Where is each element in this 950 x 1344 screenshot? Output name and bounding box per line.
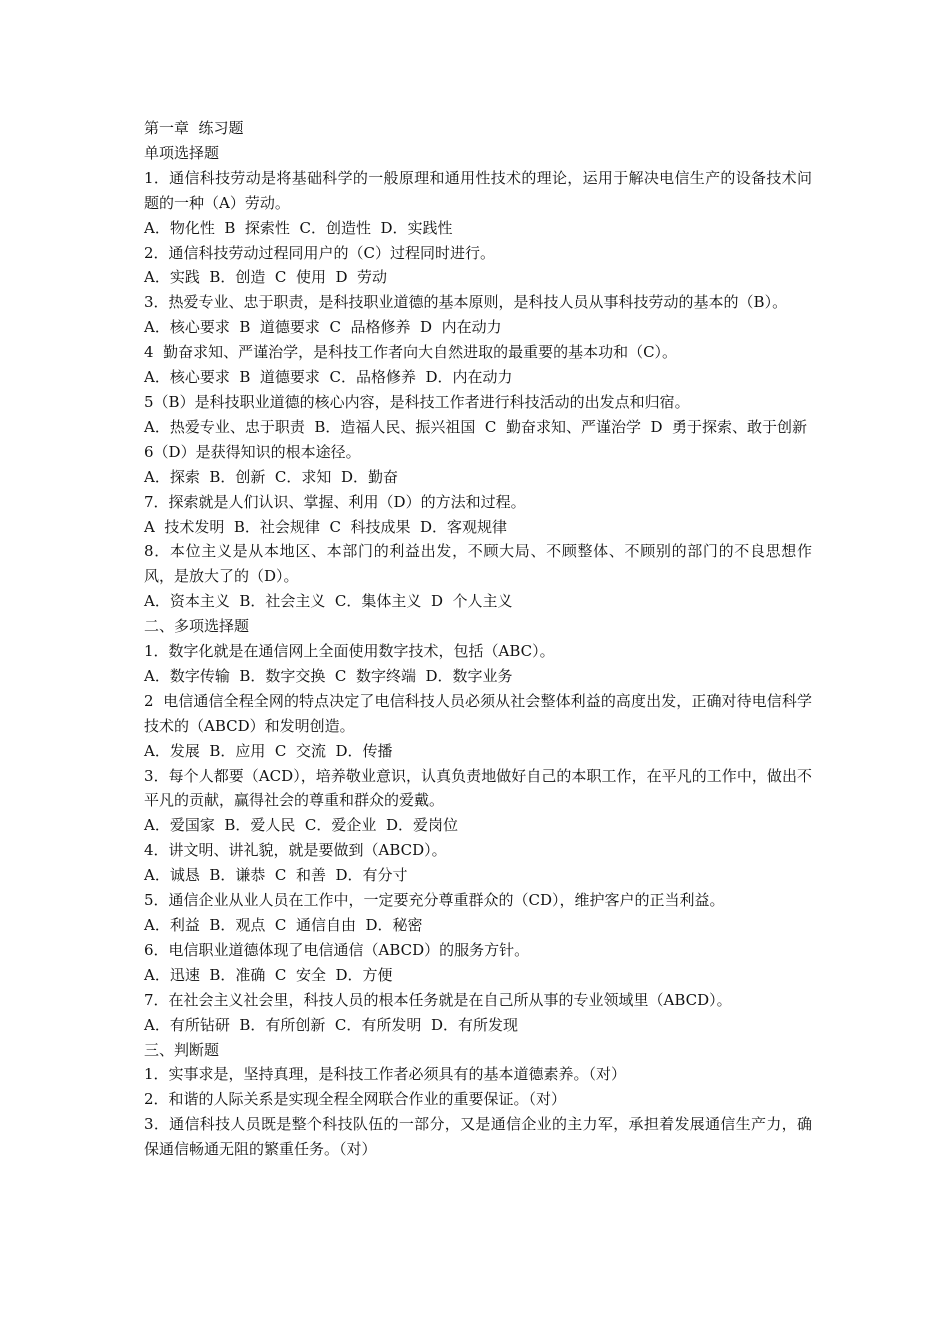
text-line: A．资本主义 B．社会主义 C．集体主义 D 个人主义 [144,592,513,611]
text-line: A．物化性 B 探索性 C．创造性 D．实践性 [144,218,453,237]
text-line: A．利益 B．观点 C 通信自由 D．秘密 [144,916,423,934]
text-line: 7．在社会主义社会里，科技人员的根本任务就是在自己所从事的专业领域里（ABCD）。 [144,990,732,1009]
text-line: 三、判断题 [144,1040,220,1059]
text-line: 3．通信科技人员既是整个科技队伍的一部分，又是通信企业的主力军，承担着发展通信生产力，确保通信畅通无阻的繁重任务。（对） [144,1115,812,1159]
text-line: A．核心要求 B 道德要求 C．品格修养 D．内在动力 [144,368,513,387]
text-line: 2．通信科技劳动过程同用户的（C）过程同时进行。 [144,243,496,262]
text-line: 6（D）是获得知识的根本途径。 [144,442,361,461]
text-line: A 技术发明 B．社会规律 C 科技成果 D．客观规律 [144,517,508,536]
text-line: A．核心要求 B 道德要求 C 品格修养 D 内在动力 [144,318,502,337]
text-line: 1．通信科技劳动是将基础科学的一般原理和通用性技术的理论，运用于解决电信生产的设备技术问题的一种（A）劳动。 [144,168,812,212]
text-line: A．爱国家 B．爱人民 C．爱企业 D．爱岗位 [144,816,458,835]
text-line: 5（B）是科技职业道德的核心内容，是科技工作者进行科技活动的出发点和归宿。 [144,392,690,411]
text-line: A．实践 B．创造 C 使用 D 劳动 [144,268,388,287]
text-line: 5．通信企业从业人员在工作中，一定要充分尊重群众的（CD），维护客户的正当利益。 [144,891,725,910]
text-line: 3．热爱专业、忠于职责，是科技职业道德的基本原则，是科技人员从事科技劳动的基本的（B）。 [144,293,788,312]
text-line: A．数字传输 B．数字交换 C 数字终端 D．数字业务 [144,666,513,685]
text-line: A．探索 B．创新 C．求知 D．勤奋 [144,467,398,486]
text-line: A．迅速 B．准确 C 安全 D．方便 [144,965,393,984]
text-line: 8．本位主义是从本地区、本部门的利益出发，不顾大局、不顾整体、不顾别的部门的不良思想作风，是放大了的（D）。 [144,542,812,586]
text-line: 二、多项选择题 [144,617,250,636]
text-line: 6．电信职业道德体现了电信通信（ABCD）的服务方针。 [144,940,530,959]
text-line: A．有所钻研 B．有所创新 C．有所发明 D．有所发现 [144,1015,518,1034]
text-line: 4 勤奋求知、严谨治学，是科技工作者向大自然进取的最重要的基本功和（C）。 [144,343,678,362]
text-line: 第一章 练习题 [144,119,244,137]
text-line: A．诚恳 B．谦恭 C 和善 D．有分寸 [144,866,408,885]
document-body [144,116,812,1162]
text-line: 单项选择题 [144,143,220,162]
text-line: 4．讲文明、讲礼貌，就是要做到（ABCD）。 [144,841,447,860]
text-line: 7．探索就是人们认识、掌握、利用（D）的方法和过程。 [144,492,526,511]
text-line: 1．实事求是，坚持真理，是科技工作者必须具有的基本道德素养。（对） [144,1065,627,1084]
text-line: A．热爱专业、忠于职责 B．造福人民、振兴祖国 C 勤奋求知、严谨治学 D 勇于探索、敢于创新 [144,417,808,436]
text-line: 3．每个人都要（ACD），培养敬业意识，认真负责地做好自己的本职工作，在平凡的工作中，做出不平凡的贡献，赢得社会的尊重和群众的爱戴。 [144,766,812,810]
text-line: A．发展 B．应用 C 交流 D．传播 [144,741,393,760]
text-line: 1．数字化就是在通信网上全面使用数字技术，包括（ABC）。 [144,642,555,661]
text-line: 2 电信通信全程全网的特点决定了电信科技人员必须从社会整体利益的高度出发，正确对待电信科学技术的（ABCD）和发明创造。 [144,691,812,735]
text-line: 2．和谐的人际关系是实现全程全网联合作业的重要保证。（对） [144,1090,567,1109]
